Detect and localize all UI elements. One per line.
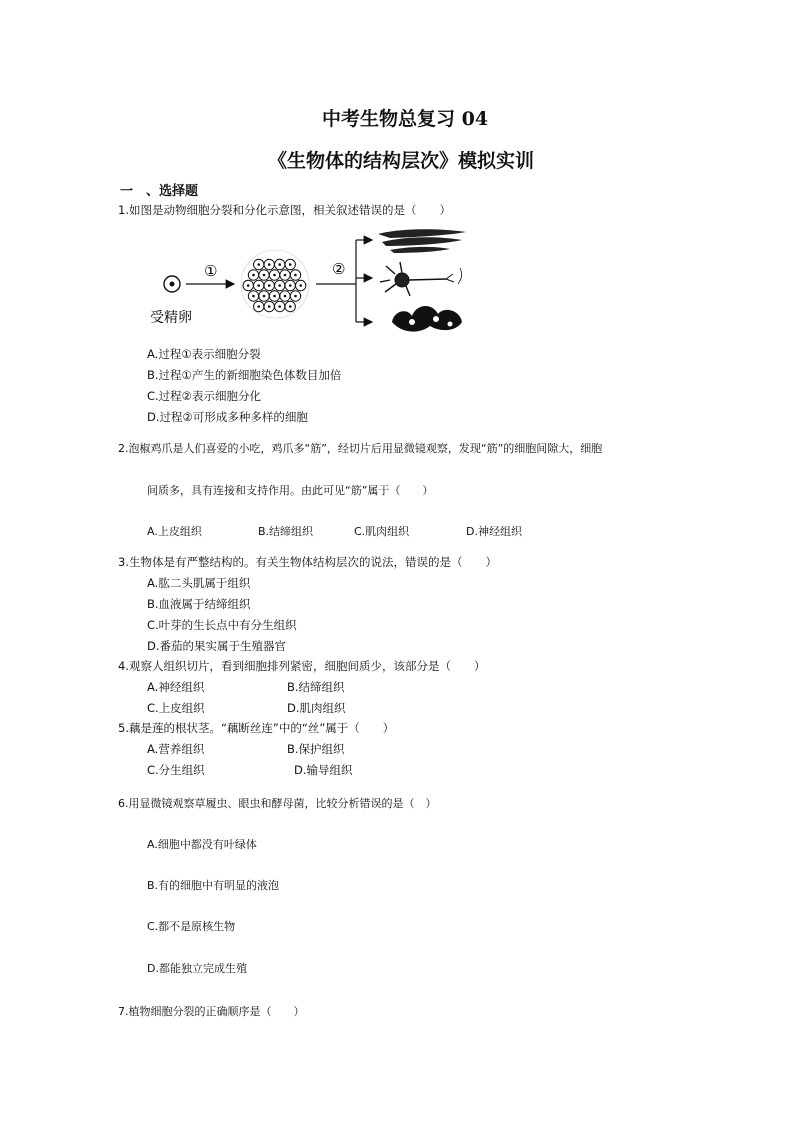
cluster-cell-nucleus [289, 263, 292, 266]
question-2-stem-line1: 2.泡椒鸡爪是人们喜爱的小吃，鸡爪多“筋”，经切片后用显微镜观察，发现“筋”的细胞间隙大，细胞 [118, 442, 603, 455]
tissue-blob-icon [392, 306, 462, 332]
cluster-cell-nucleus [294, 295, 297, 298]
cell-division-diagram [150, 222, 480, 340]
cluster-cell-nucleus [268, 305, 271, 308]
cell-cluster-icon [241, 250, 309, 318]
question-2-option-d: D.神经组织 [466, 525, 522, 538]
cluster-cell-nucleus [289, 305, 292, 308]
question-3-option-a: A.肱二头肌属于组织 [147, 576, 251, 590]
page-title: 中考生物总复习 04 [322, 108, 489, 130]
cluster-cell-nucleus [263, 295, 266, 298]
question-3-stem: 3.生物体是有严整结构的。有关生物体结构层次的说法，错误的是（ ） [118, 555, 497, 569]
cluster-cell-nucleus [294, 274, 297, 277]
question-4-option-c: C.上皮组织 [147, 701, 205, 715]
question-3-option-c: C.叶芽的生长点中有分生组织 [147, 618, 297, 632]
question-4-option-b: B.结缔组织 [287, 680, 345, 694]
cluster-cell-nucleus [284, 295, 287, 298]
question-4-stem: 4.观察人组织切片，看到细胞排列紧密，细胞间质少，该部分是（ ） [118, 659, 486, 673]
question-5-option-c: C.分生组织 [147, 763, 205, 777]
question-4-option-d: D.肌肉组织 [287, 701, 346, 715]
neuron-icon [380, 262, 462, 296]
cluster-cell-nucleus [278, 284, 281, 287]
cluster-cell-nucleus [252, 295, 255, 298]
cluster-cell-nucleus [273, 295, 276, 298]
section-heading: 一 、选择题 [120, 184, 199, 199]
question-6-option-a: A.细胞中都没有叶绿体 [147, 838, 257, 851]
question-2-option-c: C.肌肉组织 [354, 525, 410, 538]
page-subtitle: 《生物体的结构层次》模拟实训 [268, 150, 535, 172]
question-4-option-a: A.神经组织 [147, 680, 205, 694]
question-2-stem-line2: 间质多，具有连接和支持作用。由此可见“筋”属于（ ） [147, 484, 434, 497]
question-1-option-b: B.过程①产生的新细胞染色体数目加倍 [147, 368, 342, 382]
question-5-option-d: D.输导组织 [294, 763, 353, 777]
question-6-option-b: B.有的细胞中有明显的液泡 [147, 879, 280, 892]
question-1-stem: 1.如图是动物细胞分裂和分化示意图，相关叙述错误的是（ ） [118, 203, 451, 217]
question-1-option-c: C.过程②表示细胞分化 [147, 389, 261, 403]
cluster-cell-nucleus [289, 284, 292, 287]
cluster-cell-nucleus [257, 284, 260, 287]
cluster-cell-nucleus [268, 263, 271, 266]
question-5-option-b: B.保护组织 [287, 742, 345, 756]
cluster-cell-nucleus [268, 284, 271, 287]
question-3-option-b: B.血液属于结缔组织 [147, 597, 251, 611]
question-2-option-b: B.结缔组织 [258, 525, 314, 538]
cluster-cell-nucleus [252, 274, 255, 277]
cluster-cell-nucleus [278, 305, 281, 308]
question-2-option-a: A.上皮组织 [147, 525, 202, 538]
cluster-cell-nucleus [257, 263, 260, 266]
step2-label: ② [332, 260, 346, 278]
step1-label: ① [204, 262, 218, 280]
cluster-cell-nucleus [257, 305, 260, 308]
question-1-option-a: A.过程①表示细胞分裂 [147, 347, 261, 361]
question-6-option-c: C.都不是原核生物 [147, 920, 236, 933]
zygote-label: 受精卵 [150, 310, 192, 326]
cluster-cell-nucleus [284, 274, 287, 277]
question-6-stem: 6.用显微镜观察草履虫、眼虫和酵母菌，比较分析错误的是（ ） [118, 797, 437, 810]
cluster-cell-nucleus [273, 274, 276, 277]
question-7-stem: 7.植物细胞分裂的正确顺序是（ ） [118, 1005, 305, 1018]
question-6-option-d: D.都能独立完成生殖 [147, 962, 247, 975]
cluster-cell-nucleus [299, 284, 302, 287]
cluster-cell-nucleus [263, 274, 266, 277]
cluster-cell-nucleus [247, 284, 250, 287]
zygote-icon [164, 276, 180, 292]
muscle-tissue-icon [378, 229, 466, 253]
question-3-option-d: D.番茄的果实属于生殖器官 [147, 639, 287, 653]
cluster-cell-nucleus [278, 263, 281, 266]
question-1-option-d: D.过程②可形成多种多样的细胞 [147, 410, 308, 424]
question-5-option-a: A.营养组织 [147, 742, 205, 756]
question-5-stem: 5.藕是莲的根状茎。“藕断丝连”中的“丝”属于（ ） [118, 721, 395, 735]
